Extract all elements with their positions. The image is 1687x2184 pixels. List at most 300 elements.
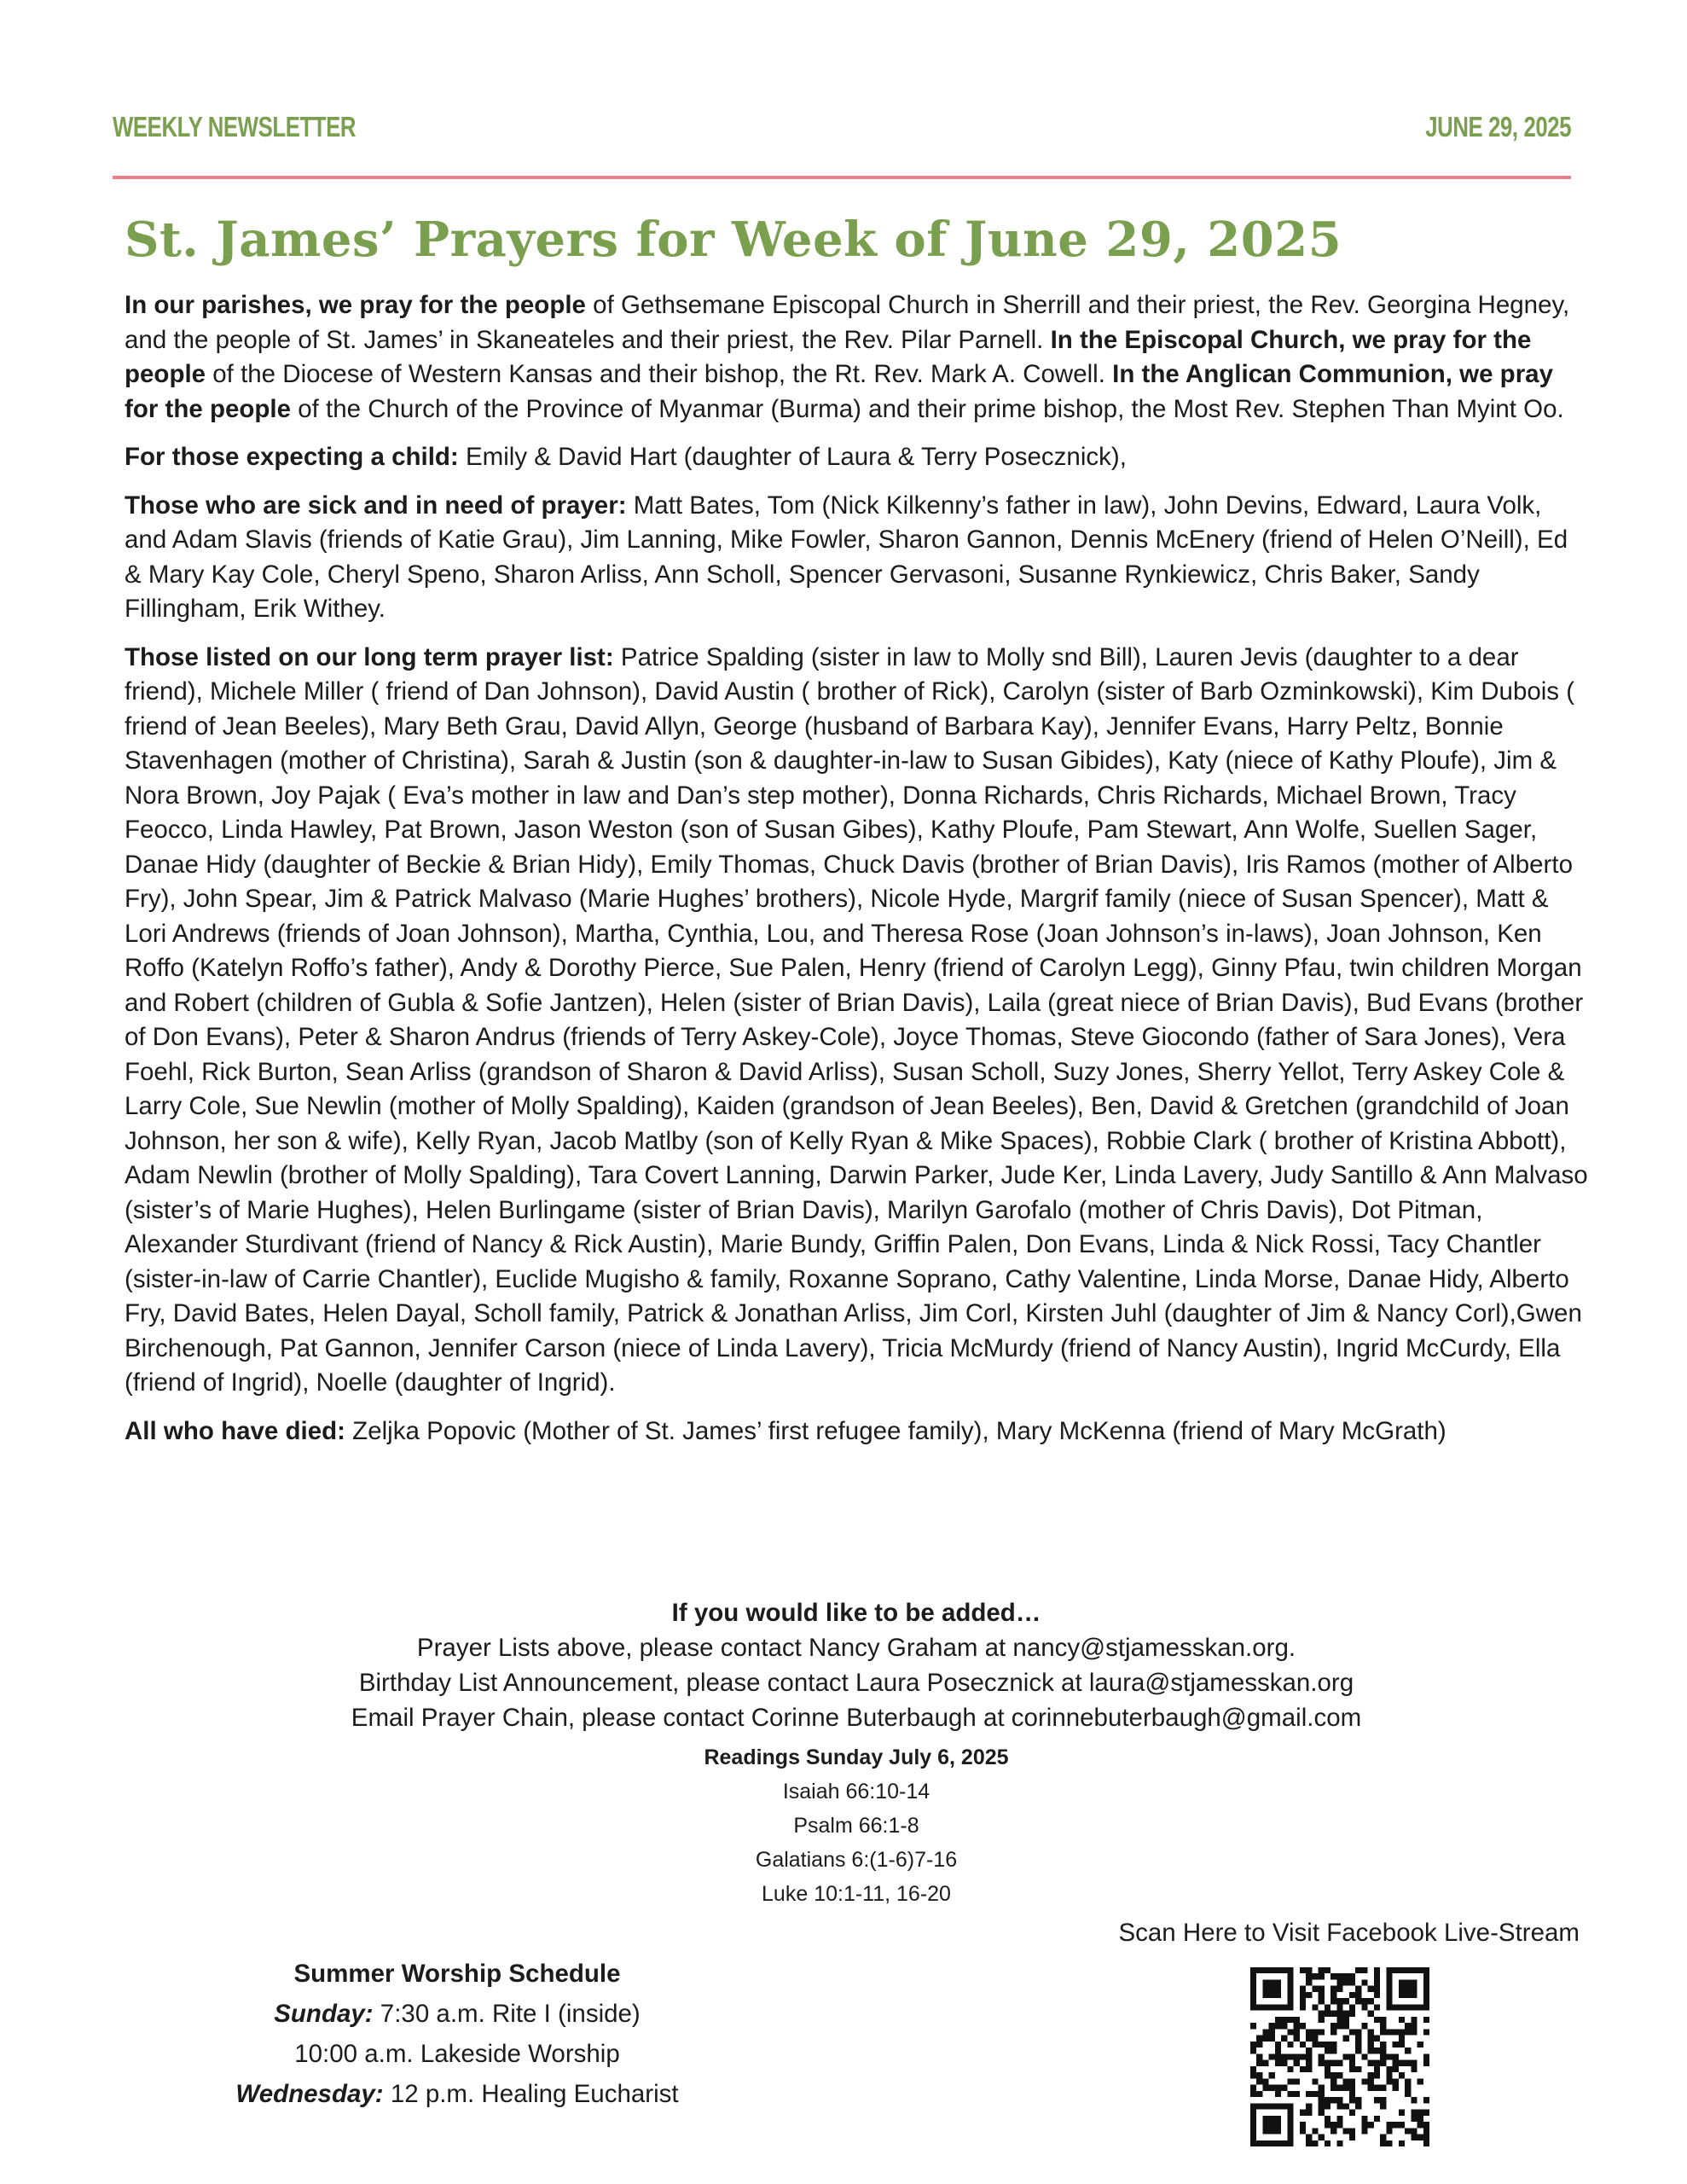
qr-module: [1393, 2004, 1399, 2010]
qr-module: [1399, 1979, 1405, 1985]
qr-module: [1423, 2017, 1429, 2023]
qr-module: [1405, 1967, 1411, 1973]
qr-module: [1319, 1986, 1325, 1992]
qr-module: [1336, 2011, 1342, 2017]
qr-module: [1325, 2116, 1330, 2122]
qr-module: [1374, 2048, 1380, 2053]
qr-module: [1256, 2004, 1262, 2010]
qr-module: [1256, 2140, 1262, 2146]
qr-module: [1399, 2017, 1405, 2023]
qr-module: [1343, 1973, 1349, 1979]
qr-module: [1294, 2053, 1300, 2059]
qr-module: [1306, 2060, 1312, 2066]
qr-module: [1349, 2053, 1355, 2059]
qr-module: [1262, 2060, 1268, 2066]
qr-module: [1300, 1986, 1306, 1992]
qr-module: [1368, 2060, 1374, 2066]
sick-paragraph: [125, 489, 1588, 627]
qr-module: [1287, 2078, 1293, 2084]
qr-module: [1336, 2097, 1342, 2103]
qr-module: [1374, 2017, 1380, 2023]
qr-module: [1411, 2135, 1417, 2140]
qr-module: [1380, 2023, 1386, 2029]
qr-module: [1361, 2004, 1367, 2010]
qr-module: [1423, 1979, 1429, 1985]
qr-module: [1349, 2110, 1355, 2116]
qr-module: [1275, 2085, 1281, 2091]
qr-module: [1330, 2060, 1336, 2066]
qr-module: [1355, 2029, 1361, 2035]
qr-module: [1417, 2004, 1423, 2010]
qr-module: [1411, 2128, 1417, 2134]
qr-module: [1386, 2078, 1392, 2084]
qr-module: [1269, 2122, 1275, 2128]
qr-module: [1423, 2060, 1429, 2066]
qr-module: [1306, 1973, 1312, 1979]
qr-module: [1343, 2017, 1349, 2023]
qr-module: [1411, 2060, 1417, 2066]
qr-module: [1405, 2029, 1411, 2035]
qr-module: [1405, 2004, 1411, 2010]
qr-module: [1306, 2091, 1312, 2097]
qr-module: [1411, 2097, 1417, 2103]
reading-item: Luke 10:1-11, 16-20: [762, 1882, 951, 1906]
qr-module: [1256, 2053, 1262, 2059]
qr-module: [1300, 2122, 1306, 2128]
qr-module: [1294, 2091, 1300, 2097]
qr-module: [1287, 1998, 1293, 2004]
qr-module: [1349, 2128, 1355, 2134]
qr-module: [1262, 1992, 1268, 1998]
qr-module: [1330, 1973, 1336, 1979]
qr-module: [1374, 2097, 1380, 2103]
qr-module: [1411, 1979, 1417, 1985]
qr-module: [1325, 2004, 1330, 2010]
scan-label: Scan Here to Visit Facebook Live-Stream: [1118, 1919, 1580, 1947]
qr-module: [1262, 1967, 1268, 1973]
qr-module: [1250, 2140, 1256, 2146]
qr-module: [1386, 2128, 1392, 2134]
qr-module: [1386, 2053, 1392, 2059]
qr-module: [1325, 2066, 1330, 2072]
qr-module: [1275, 2116, 1281, 2122]
qr-module: [1361, 2122, 1367, 2128]
sunday-time-2: 10:00 a.m. Lakeside Worship: [294, 2040, 620, 2068]
qr-module: [1336, 2023, 1342, 2029]
qr-module: [1269, 1986, 1275, 1992]
qr-module: [1281, 1967, 1287, 1973]
qr-module: [1330, 1992, 1336, 1998]
qr-module: [1399, 2072, 1405, 2078]
qr-module: [1405, 1979, 1411, 1985]
qr-module: [1306, 2048, 1312, 2053]
qr-module: [1262, 2103, 1268, 2109]
qr-module: [1380, 2048, 1386, 2053]
qr-module: [1306, 1967, 1312, 1973]
died-text: Zeljka Popovic (Mother of St. James’ first refugee family), Mary McKenna (friend of Mary McGrath): [345, 1416, 1446, 1445]
qr-code-icon[interactable]: [1250, 1967, 1429, 2146]
prayer-lists: [125, 288, 1588, 1462]
qr-module: [1306, 2140, 1312, 2146]
qr-module: [1325, 2122, 1330, 2128]
qr-module: [1380, 2029, 1386, 2035]
qr-module: [1411, 1992, 1417, 1998]
qr-module: [1269, 2072, 1275, 2078]
qr-module: [1330, 2042, 1336, 2048]
readings-heading: Readings Sunday July 6, 2025: [704, 1745, 1009, 1769]
qr-module: [1343, 2103, 1349, 2109]
qr-module: [1405, 2060, 1411, 2066]
qr-module: [1250, 2085, 1256, 2091]
qr-module: [1300, 1992, 1306, 1998]
qr-module: [1269, 1979, 1275, 1985]
qr-module: [1287, 2135, 1293, 2140]
qr-module: [1287, 2128, 1293, 2134]
qr-module: [1380, 2060, 1386, 2066]
qr-module: [1256, 2060, 1262, 2066]
qr-module: [1275, 2091, 1281, 2097]
qr-module: [1380, 2103, 1386, 2109]
reading-item: Isaiah 66:10-14: [782, 1780, 930, 1804]
qr-module: [1250, 2004, 1256, 2010]
page-title: St. James’ Prayers for Week of June 29, 2025: [125, 212, 1342, 268]
qr-module: [1269, 2140, 1275, 2146]
qr-module: [1355, 2042, 1361, 2048]
qr-module: [1330, 2023, 1336, 2029]
qr-module: [1405, 2128, 1411, 2134]
qr-module: [1287, 1967, 1293, 1973]
qr-module: [1275, 2140, 1281, 2146]
qr-module: [1269, 2116, 1275, 2122]
longterm-paragraph: [125, 641, 1588, 1401]
qr-module: [1256, 2103, 1262, 2109]
qr-module: [1262, 2029, 1268, 2035]
qr-module: [1355, 1986, 1361, 1992]
qr-module: [1423, 2128, 1429, 2134]
qr-module: [1262, 2116, 1268, 2122]
qr-module: [1312, 2091, 1318, 2097]
qr-module: [1325, 2103, 1330, 2109]
qr-module: [1330, 2048, 1336, 2053]
qr-module: [1306, 2029, 1312, 2035]
qr-module: [1336, 2122, 1342, 2128]
qr-module: [1355, 1998, 1361, 2004]
qr-module: [1386, 2122, 1392, 2128]
qr-module: [1300, 1998, 1306, 2004]
qr-module: [1319, 1973, 1325, 1979]
qr-module: [1361, 2078, 1367, 2084]
qr-module: [1368, 2085, 1374, 2091]
qr-module: [1256, 2072, 1262, 2078]
qr-module: [1423, 1998, 1429, 2004]
qr-module: [1287, 2029, 1293, 2035]
qr-module: [1386, 1992, 1392, 1998]
qr-module: [1330, 2085, 1336, 2091]
qr-module: [1250, 1973, 1256, 1979]
qr-module: [1423, 1992, 1429, 1998]
qr-module: [1368, 2036, 1374, 2042]
qr-module: [1417, 2122, 1423, 2128]
qr-module: [1336, 2060, 1342, 2066]
qr-module: [1269, 2053, 1275, 2059]
qr-module: [1399, 1992, 1405, 1998]
qr-module: [1417, 2078, 1423, 2084]
qr-module: [1361, 2128, 1367, 2134]
qr-module: [1411, 2029, 1417, 2035]
qr-module: [1275, 2042, 1281, 2048]
qr-module: [1336, 1973, 1342, 1979]
qr-module: [1281, 2017, 1287, 2023]
qr-module: [1330, 2128, 1336, 2134]
qr-module: [1281, 2060, 1287, 2066]
qr-module: [1306, 2103, 1312, 2109]
qr-module: [1380, 2017, 1386, 2023]
qr-module: [1287, 1973, 1293, 1979]
qr-module: [1386, 2066, 1392, 2072]
qr-module: [1368, 2042, 1374, 2048]
qr-module: [1386, 2072, 1392, 2078]
qr-module: [1256, 2091, 1262, 2097]
qr-module: [1250, 2110, 1256, 2116]
qr-module: [1343, 2023, 1349, 2029]
qr-module: [1250, 2122, 1256, 2128]
reading-item: Psalm 66:1-8: [793, 1814, 919, 1838]
worship-wednesday: [201, 2074, 713, 2114]
qr-module: [1287, 2122, 1293, 2128]
qr-module: [1423, 2053, 1429, 2059]
qr-module: [1250, 2128, 1256, 2134]
reading-item: Galatians 6:(1-6)7-16: [755, 1848, 958, 1872]
qr-module: [1349, 2085, 1355, 2091]
qr-module: [1349, 2060, 1355, 2066]
qr-module: [1336, 2103, 1342, 2109]
qr-module: [1368, 1986, 1374, 1992]
qr-module: [1336, 2140, 1342, 2146]
qr-module: [1368, 1998, 1374, 2004]
qr-module: [1399, 2060, 1405, 2066]
qr-module: [1287, 1979, 1293, 1985]
longterm-label: Those listed on our long term prayer list:: [125, 642, 614, 671]
qr-module: [1262, 2122, 1268, 2128]
qr-module: [1423, 2029, 1429, 2035]
qr-module: [1319, 1992, 1325, 1998]
qr-module: [1319, 2011, 1325, 2017]
qr-module: [1411, 2023, 1417, 2029]
qr-module: [1275, 1979, 1281, 1985]
qr-module: [1386, 2004, 1392, 2010]
qr-module: [1355, 1967, 1361, 1973]
qr-module: [1374, 2085, 1380, 2091]
qr-module: [1281, 2085, 1287, 2091]
qr-module: [1330, 2011, 1336, 2017]
qr-module: [1256, 1967, 1262, 1973]
worship-sunday: [201, 1994, 713, 2034]
qr-module: [1325, 2072, 1330, 2078]
qr-module: [1393, 2085, 1399, 2091]
qr-module: [1287, 2017, 1293, 2023]
qr-module: [1399, 2036, 1405, 2042]
qr-module: [1300, 2110, 1306, 2116]
qr-module: [1380, 2097, 1386, 2103]
qr-module: [1287, 1992, 1293, 1998]
qr-module: [1405, 1992, 1411, 1998]
qr-module: [1312, 1973, 1318, 1979]
qr-module: [1349, 1979, 1355, 1985]
qr-module: [1355, 2097, 1361, 2103]
qr-module: [1275, 2128, 1281, 2134]
qr-module: [1250, 2135, 1256, 2140]
qr-module: [1306, 2110, 1312, 2116]
qr-module: [1343, 2036, 1349, 2042]
qr-module: [1399, 1986, 1405, 1992]
qr-module: [1319, 2060, 1325, 2066]
qr-module: [1336, 2017, 1342, 2023]
qr-module: [1361, 1979, 1367, 1985]
qr-module: [1275, 2004, 1281, 2010]
parishes-lead-2: In the Episcopal Church, we pray for the people: [125, 325, 1532, 388]
died-label: All who have died:: [125, 1416, 345, 1445]
qr-module: [1325, 2060, 1330, 2066]
qr-module: [1405, 1986, 1411, 1992]
qr-module: [1330, 2029, 1336, 2035]
qr-module: [1374, 2116, 1380, 2122]
qr-module: [1330, 1986, 1336, 1992]
qr-module: [1393, 2060, 1399, 2066]
qr-module: [1300, 2128, 1306, 2134]
qr-module: [1368, 2122, 1374, 2128]
qr-module: [1423, 2110, 1429, 2116]
qr-module: [1399, 1967, 1405, 1973]
qr-module: [1386, 1973, 1392, 1979]
qr-module: [1368, 2072, 1374, 2078]
qr-module: [1374, 2060, 1380, 2066]
qr-module: [1287, 1986, 1293, 1992]
qr-module: [1386, 1979, 1392, 1985]
qr-module: [1256, 2078, 1262, 2084]
qr-module: [1312, 2140, 1318, 2146]
qr-module: [1399, 2042, 1405, 2048]
qr-module: [1423, 1967, 1429, 1973]
qr-module: [1269, 2128, 1275, 2134]
qr-module: [1269, 2085, 1275, 2091]
qr-module: [1355, 2048, 1361, 2053]
qr-module: [1262, 2078, 1268, 2084]
expecting-paragraph: [125, 440, 1588, 475]
qr-module: [1262, 2004, 1268, 2010]
qr-module: [1411, 2004, 1417, 2010]
qr-module: [1393, 1967, 1399, 1973]
qr-module: [1361, 2023, 1367, 2029]
qr-module: [1355, 2036, 1361, 2042]
qr-module: [1294, 2078, 1300, 2084]
qr-module: [1269, 2023, 1275, 2029]
qr-module: [1361, 1998, 1367, 2004]
parishes-paragraph: [125, 288, 1588, 427]
qr-module: [1349, 2004, 1355, 2010]
qr-module: [1287, 2066, 1293, 2072]
qr-module: [1330, 2122, 1336, 2128]
qr-module: [1312, 2036, 1318, 2042]
qr-module: [1380, 2085, 1386, 2091]
qr-module: [1319, 2091, 1325, 2097]
qr-module: [1349, 2029, 1355, 2035]
qr-module: [1250, 2066, 1256, 2072]
qr-module: [1269, 1992, 1275, 1998]
qr-module: [1374, 1992, 1380, 1998]
expecting-text: Emily & David Hart (daughter of Laura & Terry Posecznick),: [458, 443, 1127, 471]
longterm-text: Patrice Spalding (sister in law to Molly snd Bill), Lauren Jevis (daughter to a dear friend), Michele Miller ( friend of Dan Johnson), David Austin ( brother of Rick), Carolyn (sister of Barb Ozminkowski), Kim Dubois ( friend of Jean Beeles), Mary Beth Grau, David Allyn, George (husband of Barbara Kay), Jennifer Evans, Harry Peltz, Bonnie Stavenhagen (mother of Christina), Sarah & Justin (son & daughter-in-law to Susan Gibides), Katy (niece of Kathy Ploufe), Jim & Nora Brown, Joy Pajak ( Eva’s mother in law and Dan’s step mother), Donna Richards, Chris Richards, Michael Brown, Tracy Feocco, Linda Hawley, Pat Brown, Jason Weston (son of Susan Gibes), Kathy Ploufe, Pam Stewart, Ann Wolfe, Suellen Sager, Danae Hidy (daughter of Beckie & Brian Hidy), Emily Thomas, Chuck Davis (brother of Brian Davis), Iris Ramos (mother of Alberto Fry), John Spear, Jim & Patrick Malvaso (Marie Hughes’ brothers), Nicole Hyde, Margrif family (niece of Susan Spencer), Matt & Lori Andrews (friends of Joan Johnson), Martha, Cynthia, Lou, and Theresa Rose (Joan Johnson’s in-laws), Joan Johnson, Ken Roffo (Katelyn Roffo’s father), Andy & Dorothy Pierce, Sue Palen, Henry (friend of Carolyn Legg), Ginny Pfau, twin children Morgan and Robert (children of Gubla & Sofie Jantzen), Helen (sister of Brian Davis), Laila (great niece of Brian Davis), Bud Evans (brother of Don Evans), Peter & Sharon Andrus (friends of Terry Askey-Cole), Joyce Thomas, Steve Giocondo (father of Sara Jones), Vera Foehl, Rick Burton, Sean Arliss (grandson of Sharon & David Arliss), Susan Scholl, Suzy Jones, Sherry Yellot, Terry Askey Cole & Larry Cole, Sue Newlin (mother of Molly Spalding), Kaiden (grandson of Jean Beeles), Ben, David & Gretchen (grandchild of Joan Johnson, her son & wife), Kelly Ryan, Jacob Matlby (son of Kelly Ryan & Mike Spaces), Robbie Clark ( brother of Kristina Abbott), Adam Newlin (brother of Molly Spalding), Tara Covert Lanning, Darwin Parker, Jude Ker, Linda Lavery, Judy Santillo & Ann Malvaso (sister’s of Marie Hughes), Helen Burlingame (sister of Brian Davis), Marilyn Garofalo (mother of Chris Davis), Dot Pitman, Alexander Sturdivant (friend of Nancy & Rick Austin), Marie Bundy, Griffin Palen, Don Evans, Linda & Nick Rossi, Tacy Chantler (sister-in-law of Carrie Chantler), Euclide Mugisho & family, Roxanne Soprano, Cathy Valentine, Linda Morse, Danae Hidy, Alberto Fry, David Bates, Helen Dayal, Scholl family, Patrick & Jonathan Arliss, Jim Corl, Kirsten Juhl (daughter of Jim & Nancy Corl),Gwen Birchenough, Pat Gannon, Jennifer Carson (niece of Linda Lavery), Tricia McMurdy (friend of Nancy Austin), Ingrid McCurdy, Ella (friend of Ingrid), Noelle (daughter of Ingrid).: [125, 642, 1588, 1397]
qr-module: [1336, 2072, 1342, 2078]
qr-module: [1294, 2017, 1300, 2023]
parishes-text-2: of the Diocese of Western Kansas and their bishop, the Rt. Rev. Mark A. Cowell.: [206, 360, 1113, 388]
qr-module: [1399, 2122, 1405, 2128]
qr-module: [1325, 1967, 1330, 1973]
qr-module: [1306, 2135, 1312, 2140]
qr-module: [1312, 2004, 1318, 2010]
qr-module: [1380, 2053, 1386, 2059]
qr-module: [1287, 2091, 1293, 2097]
qr-module: [1269, 2103, 1275, 2109]
qr-module: [1287, 2140, 1293, 2146]
qr-module: [1269, 2036, 1275, 2042]
qr-module: [1423, 2097, 1429, 2103]
qr-module: [1281, 2004, 1287, 2010]
qr-module: [1269, 1967, 1275, 1973]
qr-module: [1349, 2135, 1355, 2140]
qr-module: [1306, 2036, 1312, 2042]
qr-module: [1256, 2042, 1262, 2048]
contact-line-prayer: Prayer Lists above, please contact Nancy Graham at nancy@stjamesskan.org.: [416, 1634, 1296, 1662]
qr-module: [1262, 2036, 1268, 2042]
qr-module: [1281, 2103, 1287, 2109]
qr-module: [1361, 2116, 1367, 2122]
worship-schedule: [201, 1954, 713, 2114]
qr-module: [1250, 1979, 1256, 1985]
qr-module: [1349, 1973, 1355, 1979]
qr-module: [1374, 2066, 1380, 2072]
qr-module: [1349, 2097, 1355, 2103]
qr-module: [1336, 1986, 1342, 1992]
qr-module: [1294, 2029, 1300, 2035]
qr-module: [1417, 2110, 1423, 2116]
qr-module: [1374, 1967, 1380, 1973]
qr-module: [1319, 2097, 1325, 2103]
qr-module: [1306, 2053, 1312, 2059]
qr-module: [1423, 2135, 1429, 2140]
qr-module: [1368, 2011, 1374, 2017]
qr-module: [1262, 2085, 1268, 2091]
qr-module: [1294, 2023, 1300, 2029]
qr-module: [1343, 1998, 1349, 2004]
qr-module: [1287, 2042, 1293, 2048]
qr-module: [1250, 1998, 1256, 2004]
qr-module: [1269, 2004, 1275, 2010]
qr-module: [1399, 2004, 1405, 2010]
qr-module: [1393, 2029, 1399, 2035]
qr-module: [1349, 1992, 1355, 1998]
qr-module: [1330, 2072, 1336, 2078]
qr-module: [1405, 2085, 1411, 2091]
qr-module: [1386, 2140, 1392, 2146]
qr-module: [1312, 2078, 1318, 2084]
qr-module: [1319, 2017, 1325, 2023]
newsletter-header: [113, 111, 1571, 150]
qr-module: [1423, 2140, 1429, 2146]
qr-module: [1306, 1979, 1312, 1985]
qr-module: [1417, 1967, 1423, 1973]
qr-module: [1287, 2103, 1293, 2109]
qr-module: [1386, 1967, 1392, 1973]
